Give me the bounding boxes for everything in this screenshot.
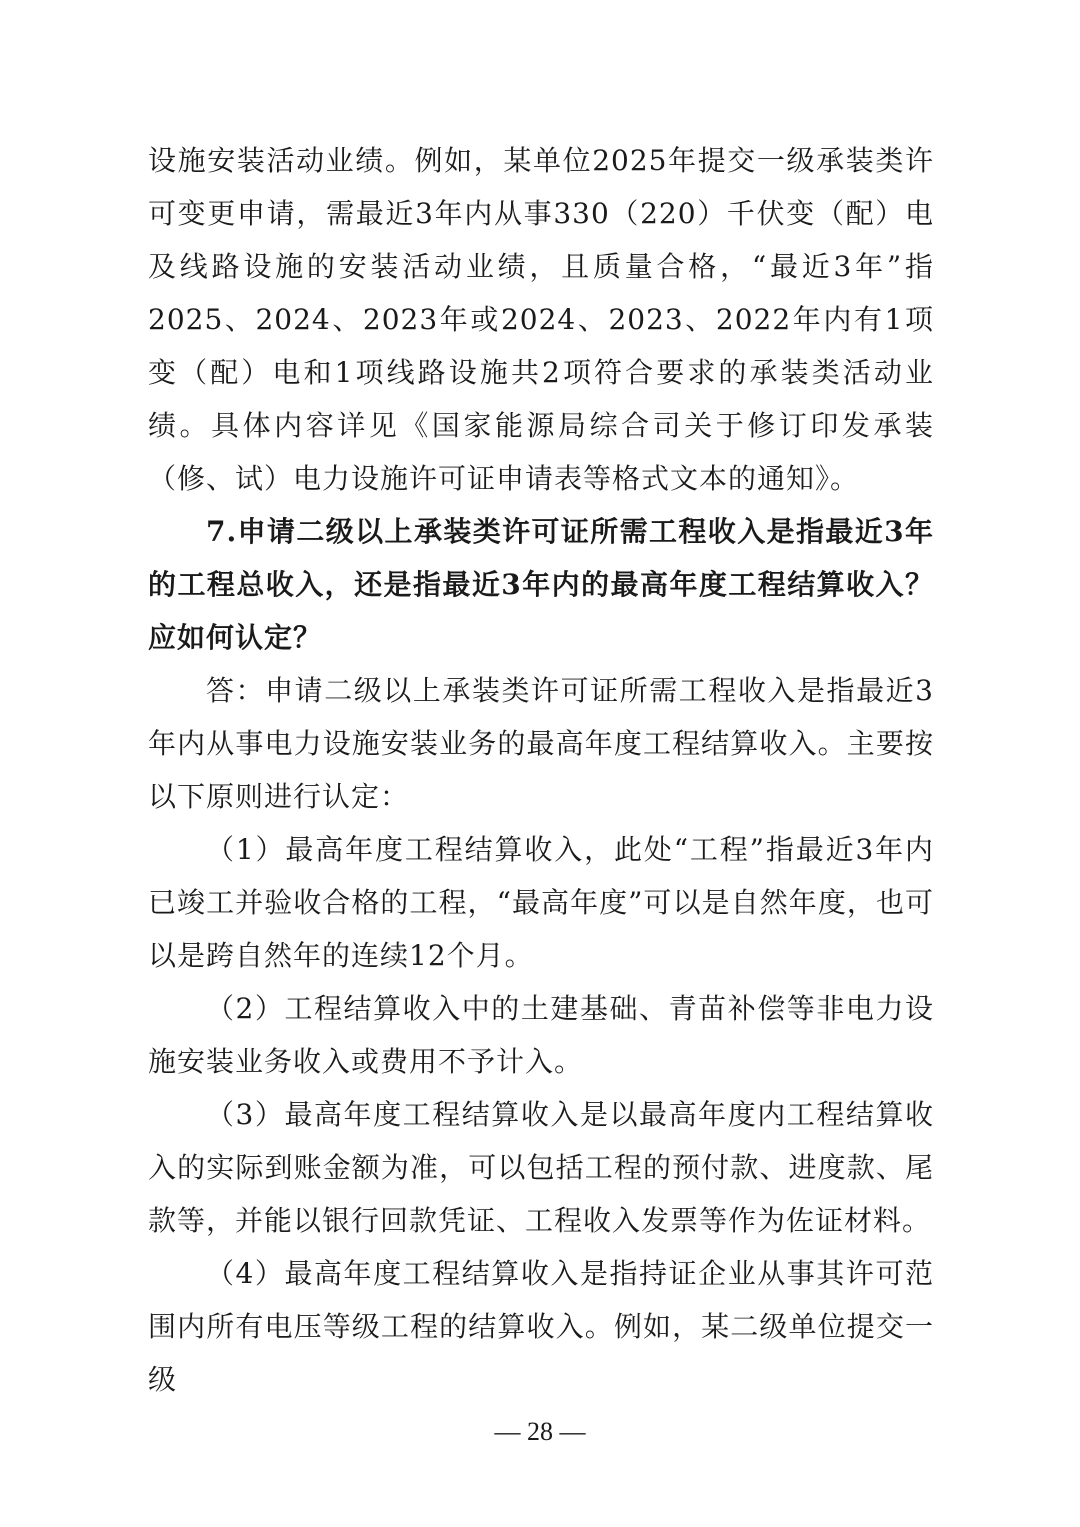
principle-item-1: （1）最高年度工程结算收入，此处“工程”指最近3年内已竣工并验收合格的工程，“最高年度”可以是自然年度，也可以是跨自然年的连续12个月。 — [148, 833, 934, 972]
page-number: — 28 — — [494, 1417, 586, 1446]
principle-item-4: （4）最高年度工程结算收入是指持证企业从事其许可范围内所有电压等级工程的结算收入。例如，某二级单位提交一级 — [148, 1257, 934, 1396]
answer-paragraph: 答：申请二级以上承装类许可证所需工程收入是指最近3年内从事电力设施安装业务的最高年度工程结算收入。主要按以下原则进行认定： — [148, 674, 934, 813]
principle-item-3: （3）最高年度工程结算收入是以最高年度内工程结算收入的实际到账金额为准，可以包括工程的预付款、进度款、尾款等，并能以银行回款凭证、工程收入发票等作为佐证材料。 — [148, 1098, 934, 1237]
page-body — [148, 134, 934, 1406]
principle-item-2: （2）工程结算收入中的土建基础、青苗补偿等非电力设施安装业务收入或费用不予计入。 — [148, 992, 934, 1078]
paragraph-continuation: 设施安装活动业绩。例如，某单位2025年提交一级承装类许可变更申请，需最近3年内从事330（220）千伏变（配）电及线路设施的安装活动业绩，且质量合格，“最近3年”指2025、2024、2023年或2024、2023、2022年内有1项变（配）电和1项线路设施共2项符合要求的承装类活动业绩。具体内容详见《国家能源局综合司关于修订印发承装（修、试）电力设施许可证申请表等格式文本的通知》。 — [148, 144, 934, 495]
question-7-heading: 7.申请二级以上承装类许可证所需工程收入是指最近3年的工程总收入，还是指最近3年内的最高年度工程结算收入？应如何认定？ — [148, 515, 934, 654]
